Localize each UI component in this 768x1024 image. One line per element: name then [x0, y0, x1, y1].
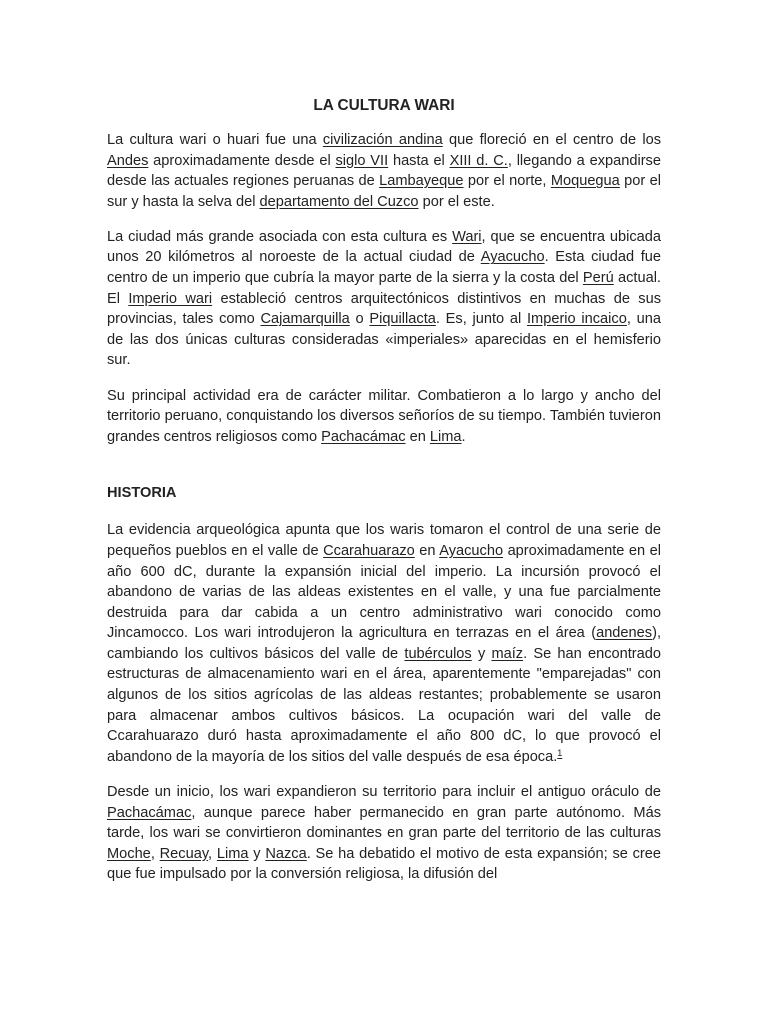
- paragraph-text: y: [471, 645, 492, 662]
- footnote-link-1[interactable]: 1: [557, 747, 563, 758]
- link-andes[interactable]: Andes: [107, 152, 149, 169]
- paragraph-text: La ciudad más grande asociada con esta cultura es: [107, 228, 453, 245]
- paragraph-text: en: [414, 542, 440, 559]
- link-tuberculos[interactable]: tubérculos: [404, 645, 472, 662]
- paragraph-text: Desde un inicio, los wari expandieron su territorio para incluir el antiguo oráculo de: [107, 783, 661, 800]
- link-moquegua[interactable]: Moquegua: [550, 173, 620, 190]
- paragraph-text: ,: [150, 845, 160, 862]
- link-imperio-wari[interactable]: Imperio wari: [128, 290, 213, 307]
- paragraph-text: La cultura wari o huari fue una: [107, 132, 323, 148]
- paragraph-text: , llegando a expandirse desde las actuales regiones peruanas de: [107, 152, 661, 190]
- link-pachacamac[interactable]: Pachacámac: [321, 428, 406, 445]
- intro-paragraph-3: [107, 386, 661, 448]
- link-moche[interactable]: Moche: [107, 845, 151, 862]
- paragraph-text: . Se han encontrado estructuras de almacenamiento wari en el área, aparentemente "emparejadas" con algunos de los sitios agrícolas de las aldeas restantes; probablemente se usaron para almacenar ambos cultivos básicos. La ocupación wari del valle de Ccarahuarazo duró hasta aproximadamente el año 800 dC, lo que provocó el abandono de la mayoría de los sitios del valle después de esa época.: [107, 645, 661, 765]
- paragraph-text: aproximadamente en el año 600 dC, durante la expansión inicial del imperio. La incursión provocó el abandono de varias de las aldeas existentes en el valle, y una fue parcialmente destruida para dar cabida a un centro administrativo wari conocido como Jincamocco. Los wari introdujeron la agricultura en terrazas en el área (: [107, 542, 661, 642]
- paragraph-text: Su principal actividad era de carácter militar. Combatieron a lo largo y ancho del territorio peruano, conquistando los diversos señoríos de su tiempo. También tuvieron grandes centros religiosos como: [107, 387, 661, 445]
- link-wari[interactable]: Wari: [452, 228, 482, 245]
- paragraph-text: por el norte,: [463, 173, 551, 190]
- paragraph-text: por el este.: [418, 193, 495, 210]
- paragraph-text: que floreció en el centro de los: [442, 132, 661, 148]
- link-nazca[interactable]: Nazca: [265, 845, 307, 862]
- historia-section: [107, 520, 661, 885]
- paragraph-text: actual. El: [107, 270, 661, 307]
- paragraph-text: . Se ha debatido el motivo de esta expansión; se cree que fue impulsado por la conversión religiosa, la difusión del: [107, 845, 662, 883]
- paragraph-text: . Es, junto al: [435, 311, 527, 328]
- link-siglo-vii[interactable]: siglo VII: [335, 152, 389, 169]
- paragraph-text: , aunque parece haber permanecido en gran parte autónomo. Más tarde, los wari se convirtieron dominantes en gran parte del territorio de las culturas: [107, 804, 661, 842]
- document-title: LA CULTURA WARI: [313, 97, 455, 114]
- link-ayacucho[interactable]: Ayacucho: [480, 249, 545, 266]
- link-recuay[interactable]: Recuay: [159, 845, 209, 862]
- paragraph-text: en: [405, 428, 430, 445]
- paragraph-text: .: [461, 428, 466, 445]
- link-ayacucho[interactable]: Ayacucho: [439, 542, 504, 559]
- link-pachacamac[interactable]: Pachacámac: [107, 804, 192, 821]
- paragraph-text: . Esta ciudad fue centro de un imperio que cubría la mayor parte de la sierra y la costa del: [107, 249, 661, 287]
- link-imperio-incaico[interactable]: Imperio incaico: [527, 311, 627, 328]
- link-lima[interactable]: Lima: [216, 845, 249, 862]
- link-piquillacta[interactable]: Piquillacta: [369, 311, 436, 328]
- document-page: [107, 96, 661, 899]
- link-lima[interactable]: Lima: [429, 428, 462, 445]
- paragraph-text: , que se encuentra ubicada unos 20 kilómetros al noroeste de la actual ciudad de: [107, 228, 661, 266]
- section-heading-historia: HISTORIA: [107, 485, 177, 502]
- paragraph-text: o: [349, 311, 370, 328]
- intro-paragraph-2: [107, 227, 661, 371]
- paragraph-text: estableció centros arquitectónicos distintivos en muchas de sus provincias, tales como: [107, 290, 661, 328]
- intro-section: [107, 130, 661, 447]
- link-xiii-d-c[interactable]: XIII d. C.: [449, 152, 508, 169]
- link-peru[interactable]: Perú: [582, 270, 614, 287]
- link-cajamarquilla[interactable]: Cajamarquilla: [260, 311, 350, 328]
- paragraph-text: ,: [208, 845, 217, 862]
- paragraph-text: por el sur y hasta la selva del: [107, 173, 662, 210]
- paragraph-text: ), cambiando los cultivos básicos del valle de: [107, 625, 661, 662]
- historia-paragraph-1: [107, 520, 661, 767]
- link-civilizacion-andina[interactable]: civilización andina: [322, 132, 443, 148]
- link-maiz[interactable]: maíz: [491, 645, 524, 662]
- paragraph-text: , una de las dos únicas culturas consideradas «imperiales» aparecidas en el hemisferio sur.: [107, 311, 661, 369]
- paragraph-text: y: [248, 845, 266, 862]
- link-departamento-del-cuzco[interactable]: departamento del Cuzco: [259, 193, 419, 210]
- link-ccarahuarazo[interactable]: Ccarahuarazo: [323, 542, 415, 559]
- paragraph-text: hasta el: [388, 152, 450, 169]
- historia-paragraph-2: [107, 782, 661, 885]
- paragraph-text: aproximadamente desde el: [148, 152, 336, 169]
- intro-paragraph-1: [107, 130, 661, 212]
- link-andenes[interactable]: andenes: [596, 625, 653, 642]
- link-lambayeque[interactable]: Lambayeque: [379, 173, 464, 190]
- paragraph-text: La evidencia arqueológica apunta que los waris tomaron el control de una serie de pequeños pueblos en el valle de: [107, 522, 661, 559]
